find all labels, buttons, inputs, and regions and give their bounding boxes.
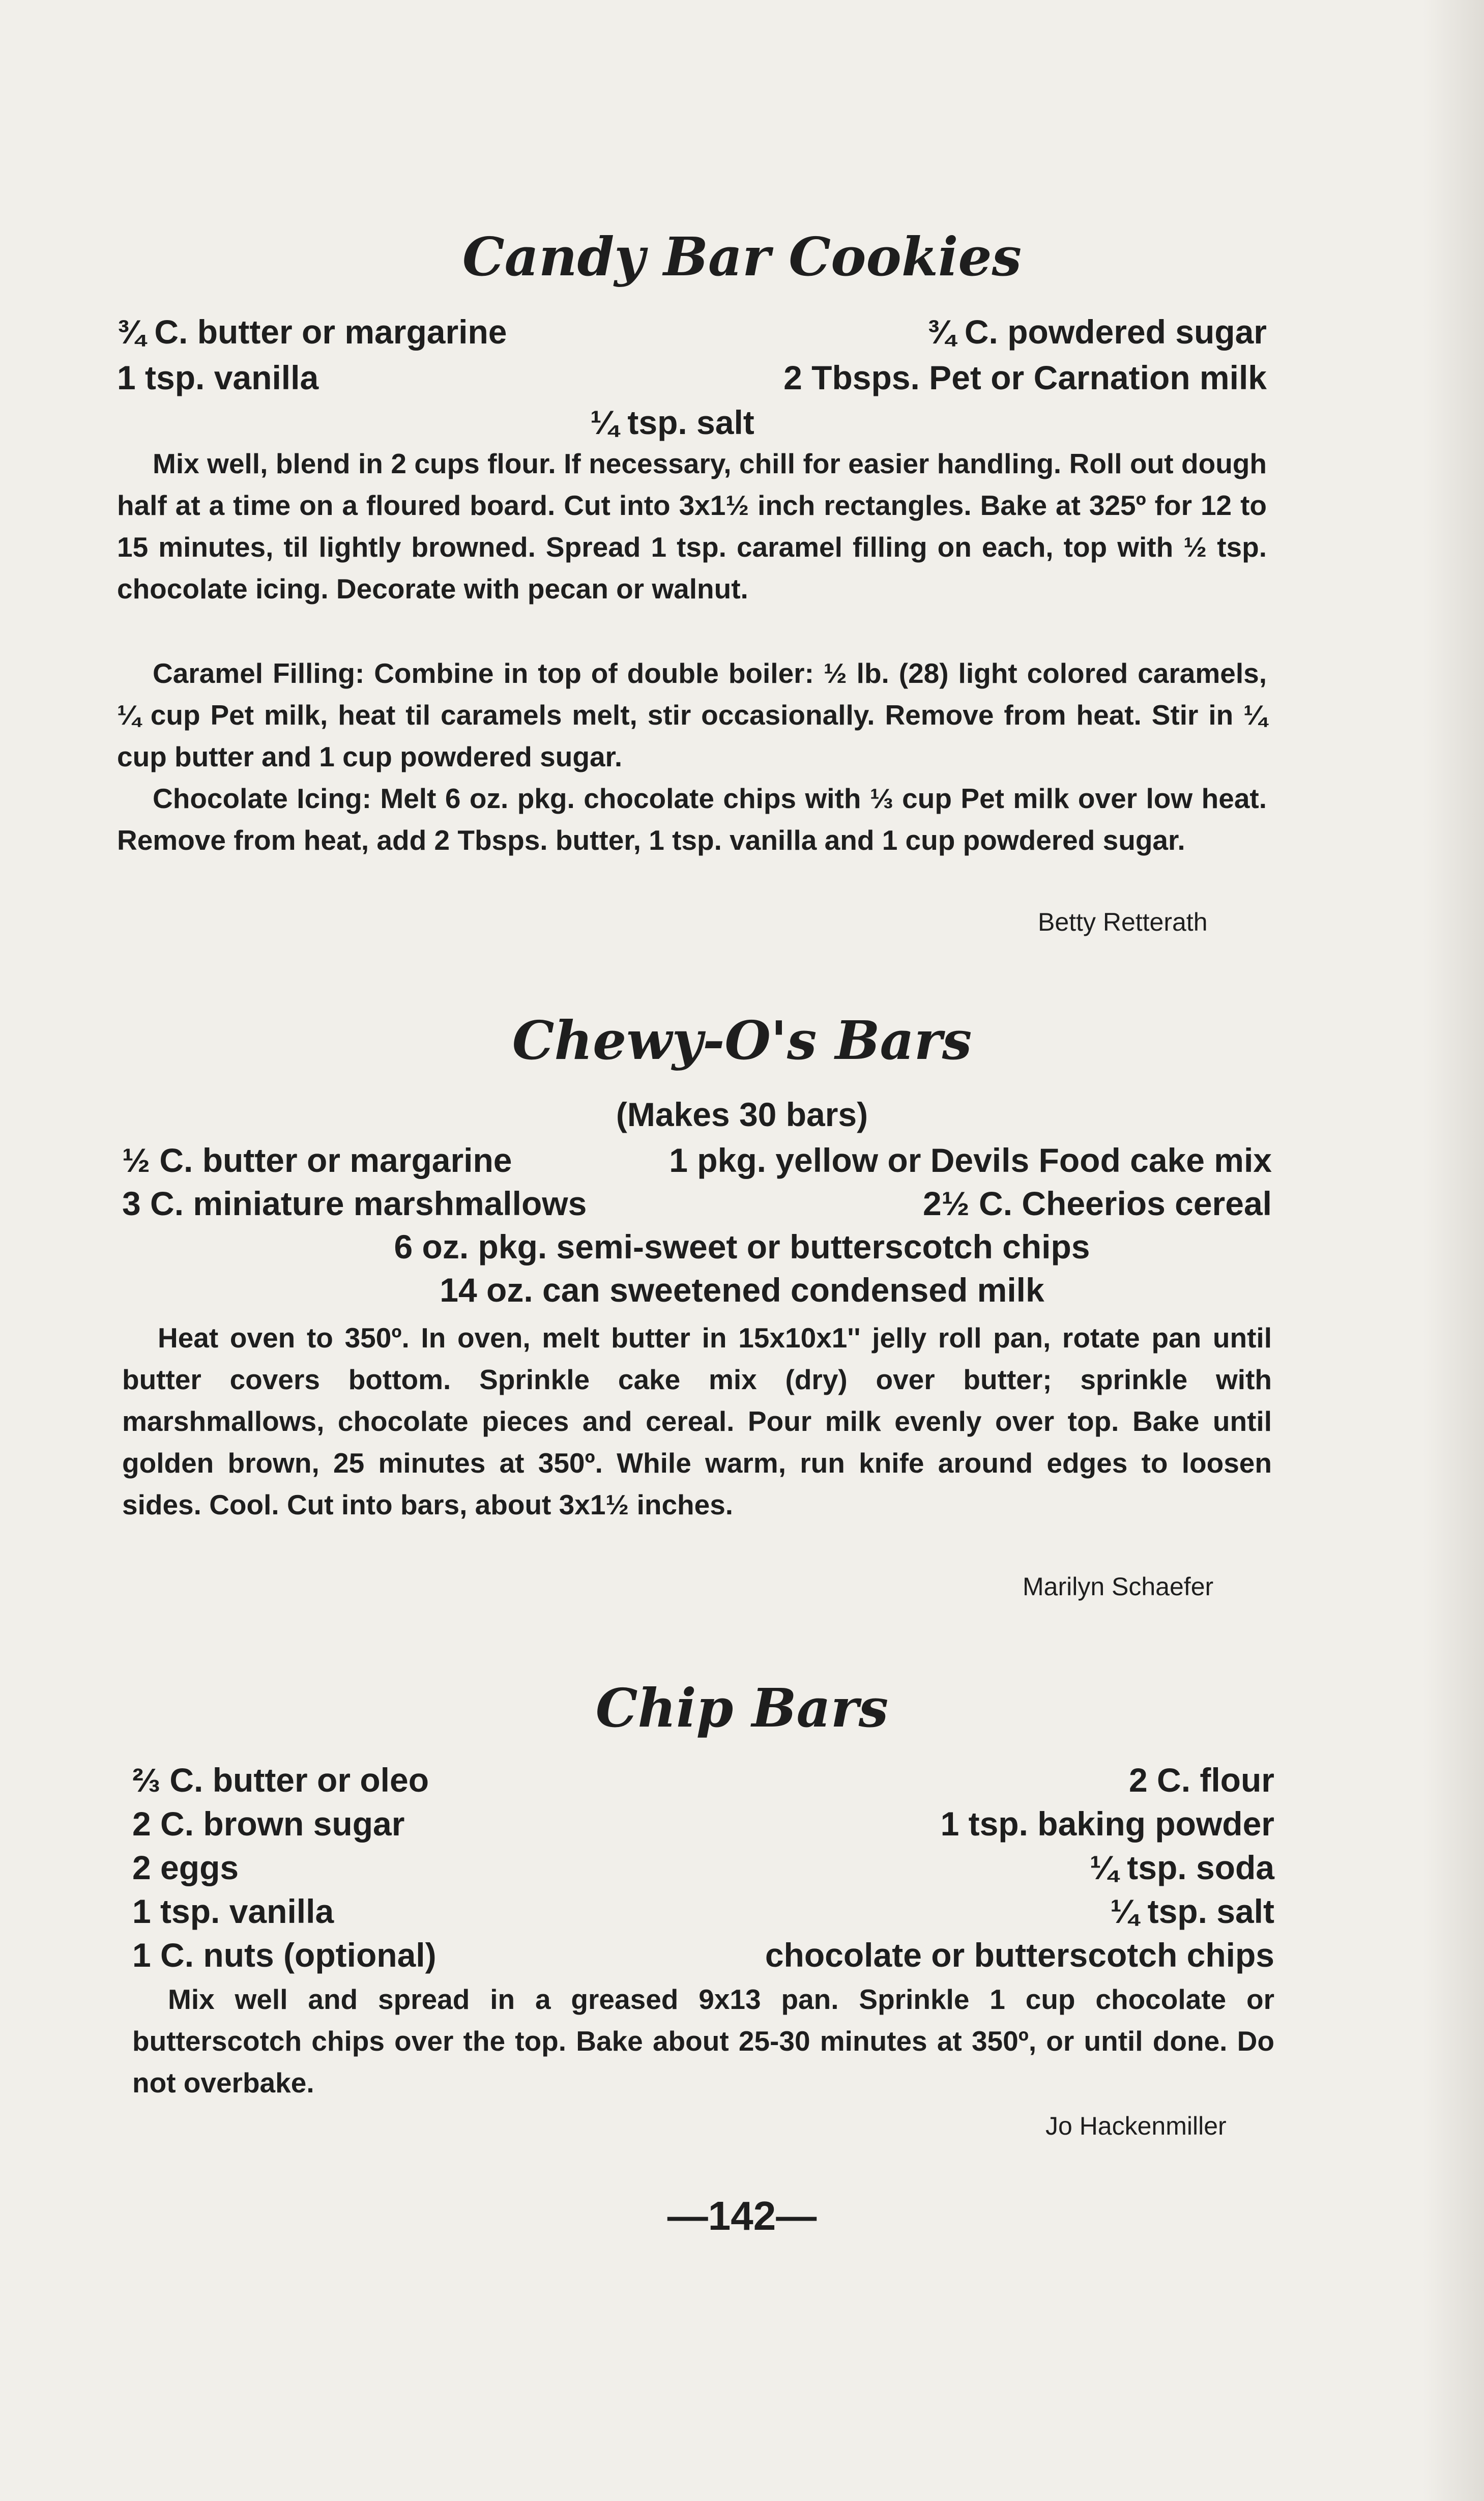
recipe-author: Jo Hackenmiller — [1045, 2112, 1227, 2140]
ingredient: ¼ tsp. soda — [1089, 1849, 1274, 1886]
recipe-title: Chip Bars — [595, 1677, 889, 1739]
page-number: —142— — [667, 2193, 817, 2238]
paragraph-text: Chocolate Icing: Melt 6 oz. pkg. chocolate chips with ⅓ cup Pet milk over low heat. Remove from heat, add 2 Tbsps. butter, 1 tsp. vanilla and 1 cup powdered sugar. — [117, 783, 1267, 856]
ingredient: 6 oz. pkg. semi-sweet or butterscotch chips — [394, 1228, 1090, 1266]
recipe-title: Chewy-O's Bars — [512, 1009, 972, 1072]
paragraph-text: Heat oven to 350º. In oven, melt butter in 15x10x1'' jelly roll pan, rotate pan until butter covers bottom. Sprinkle cake mix (dry) over butter; sprinkle with marshmallows, chocolate pieces and cereal. Pour milk evenly over top. Bake until golden brown, 25 minutes at 350º. While warm, run knife around edges to loosen sides. Cool. Cut into bars, about 3x1½ inches. — [122, 1322, 1272, 1520]
ingredient: ¾ C. powdered sugar — [927, 313, 1267, 351]
ingredient: ½ C. butter or margarine — [122, 1141, 512, 1179]
ingredient: 2 C. flour — [1128, 1761, 1274, 1799]
paragraph-text: Mix well, blend in 2 cups flour. If necessary, chill for easier handling. Roll out dough half at a time on a floured board. Cut into 3x1½ inch rectangles. Bake at 325º for 12 to 15 minutes, til lightly browned. Spread 1 tsp. caramel filling on each, top with ½ tsp. chocolate icing. Decorate with pecan or walnut. — [117, 448, 1267, 605]
ingredient: 1 pkg. yellow or Devils Food cake mix — [669, 1141, 1272, 1179]
recipe-yield: (Makes 30 bars) — [616, 1096, 868, 1133]
ingredient: 2 C. brown sugar — [132, 1805, 405, 1843]
recipe-author: Betty Retterath — [1038, 908, 1208, 936]
ingredient: 1 C. nuts (optional) — [132, 1936, 437, 1974]
ingredient: 2½ C. Cheerios cereal — [922, 1185, 1272, 1222]
ingredient: 1 tsp. vanilla — [117, 359, 319, 396]
ingredient: 3 C. miniature marshmallows — [122, 1185, 587, 1222]
ingredient: chocolate or butterscotch chips — [765, 1936, 1274, 1974]
ingredient: ¼ tsp. salt — [1110, 1892, 1274, 1930]
paragraph-text: Caramel Filling: Combine in top of double boiler: ½ lb. (28) light colored caramels, ¼ cup Pet milk, heat til caramels melt, stir occasionally. Remove from heat. Stir in ¼ cup butter and 1 cup powdered sugar. — [117, 657, 1267, 772]
instructions — [132, 1978, 1274, 2104]
ingredient: ⅔ C. butter or oleo — [132, 1761, 429, 1799]
ingredient: 2 eggs — [132, 1849, 239, 1886]
recipe-author: Marilyn Schaefer — [1023, 1572, 1214, 1601]
ingredient: 2 Tbsps. Pet or Carnation milk — [783, 359, 1267, 396]
recipe-title: Candy Bar Cookies — [462, 225, 1022, 288]
ingredient: ¾ C. butter or margarine — [117, 313, 507, 351]
instructions — [122, 1317, 1272, 1526]
caramel-filling — [117, 652, 1267, 778]
chocolate-icing — [117, 778, 1267, 861]
ingredient: 14 oz. can sweetened condensed milk — [440, 1271, 1044, 1309]
instructions — [117, 443, 1267, 610]
ingredient: ¼ tsp. salt — [590, 404, 754, 441]
paragraph-text: Mix well and spread in a greased 9x13 pan. Sprinkle 1 cup chocolate or butterscotch chips over the top. Bake about 25-30 minutes at 350º, or until done. Do not overbake. — [132, 1983, 1274, 2098]
ingredient: 1 tsp. baking powder — [940, 1805, 1274, 1843]
ingredient: 1 tsp. vanilla — [132, 1892, 334, 1930]
